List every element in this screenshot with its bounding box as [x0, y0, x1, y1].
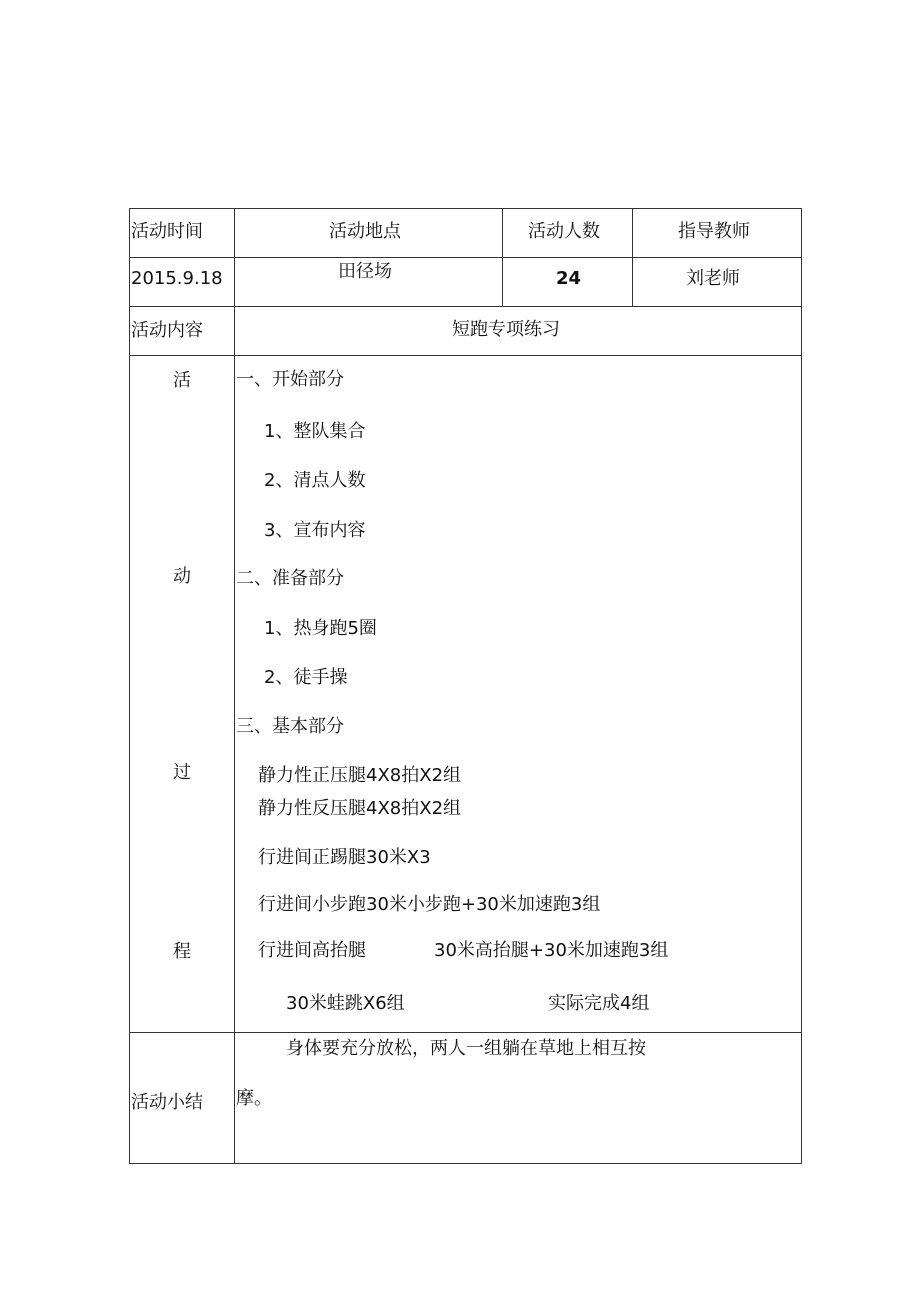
table-column-divider — [502, 208, 503, 307]
process-label-char: 动 — [173, 566, 191, 587]
place-label: 活动地点 — [329, 221, 401, 242]
table-column-divider — [632, 208, 633, 307]
process-step: 1、热身跑5圈 — [264, 618, 377, 639]
process-step: 2、清点人数 — [264, 470, 366, 491]
process-exercise: 静力性正压腿4X8拍X2组 — [258, 765, 462, 786]
process-label-char: 程 — [173, 941, 191, 962]
process-exercise: 行进间小步跑30米小步跑+30米加速跑3组 — [258, 894, 601, 915]
process-label-char: 活 — [173, 370, 191, 391]
content-label: 活动内容 — [131, 320, 203, 341]
table-border-right — [801, 208, 802, 1164]
process-section-heading: 三、基本部分 — [236, 716, 344, 737]
content-value: 短跑专项练习 — [452, 319, 560, 340]
count-label: 活动人数 — [528, 221, 600, 242]
process-step: 3、宣布内容 — [264, 520, 366, 541]
process-section-heading: 一、开始部分 — [236, 369, 344, 390]
table-column-divider — [234, 208, 235, 1164]
process-step: 2、徒手操 — [264, 667, 348, 688]
process-exercise: 30米蛙跳X6组 — [286, 993, 405, 1014]
process-section-heading: 二、准备部分 — [236, 568, 344, 589]
process-exercise: 静力性反压腿4X8拍X2组 — [258, 798, 462, 819]
table-row-divider — [129, 1032, 802, 1033]
table-row-divider — [129, 306, 802, 307]
teacher-name: 刘老师 — [686, 268, 740, 289]
table-border-bottom — [129, 1163, 802, 1164]
process-exercise: 行进间高抬腿 — [258, 940, 366, 961]
table-border-left — [129, 208, 130, 1164]
summary-label: 活动小结 — [131, 1092, 203, 1113]
process-exercise-note: 实际完成4组 — [548, 993, 650, 1014]
process-exercise: 行进间正踢腿30米X3 — [258, 847, 431, 868]
table-border-top — [129, 208, 802, 209]
participant-count: 24 — [556, 268, 582, 289]
table-row-divider — [129, 257, 802, 258]
activity-date: 2015.9.18 — [131, 268, 223, 289]
process-step: 1、整队集合 — [264, 421, 366, 442]
summary-text-line: 摩。 — [236, 1088, 272, 1109]
process-exercise-detail: 30米高抬腿+30米加速跑3组 — [434, 940, 669, 961]
table-row-divider — [129, 355, 802, 356]
teacher-label: 指导教师 — [678, 221, 750, 242]
activity-place: 田径场 — [338, 261, 392, 282]
time-label: 活动时间 — [131, 221, 203, 242]
process-label-char: 过 — [173, 762, 191, 783]
summary-text-line: 身体要充分放松，两人一组躺在草地上相互按 — [286, 1038, 646, 1059]
